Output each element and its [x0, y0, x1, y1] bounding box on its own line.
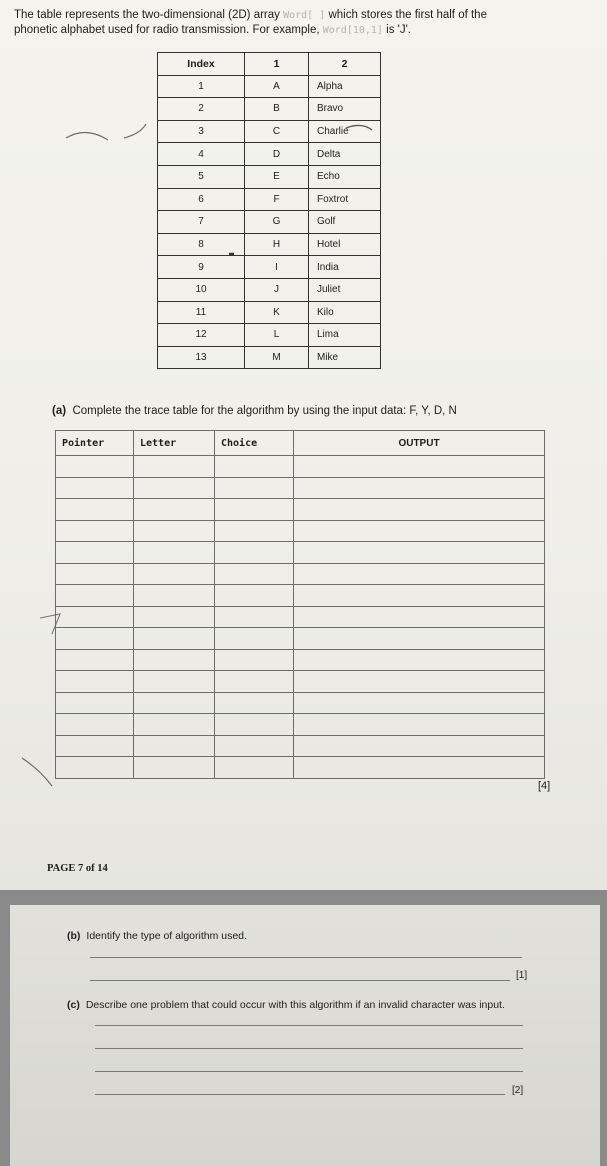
trace-row	[56, 671, 545, 693]
part-c-label: (c)	[67, 999, 80, 1011]
trace-cell-choice[interactable]	[215, 606, 294, 628]
trace-cell-output[interactable]	[294, 606, 545, 628]
trace-row	[56, 606, 545, 628]
index-cell: 5	[158, 165, 245, 188]
intro-text: which stores the first half of the	[325, 9, 487, 21]
trace-cell-output[interactable]	[294, 520, 545, 542]
trace-cell-letter[interactable]	[134, 563, 215, 585]
trace-cell-choice[interactable]	[215, 757, 294, 779]
letter-cell: A	[245, 75, 309, 98]
index-cell: 13	[158, 346, 245, 369]
codeword-cell: Kilo	[309, 301, 381, 324]
trace-cell-letter[interactable]	[134, 585, 215, 607]
trace-cell-choice[interactable]	[215, 499, 294, 521]
exam-page-8	[10, 905, 600, 1166]
header-col-2: 2	[309, 53, 381, 76]
trace-cell-letter[interactable]	[134, 649, 215, 671]
trace-cell-letter[interactable]	[134, 692, 215, 714]
word-table-row	[158, 324, 381, 347]
trace-cell-output[interactable]	[294, 563, 545, 585]
letter-cell: F	[245, 188, 309, 211]
trace-header-choice: Choice	[215, 431, 294, 456]
trace-cell-letter[interactable]	[134, 757, 215, 779]
codeword-cell: Lima	[309, 324, 381, 347]
trace-cell-pointer[interactable]	[56, 585, 134, 607]
trace-cell-choice[interactable]	[215, 542, 294, 564]
trace-cell-pointer[interactable]	[56, 520, 134, 542]
letter-cell: D	[245, 143, 309, 166]
answer-line[interactable]	[90, 980, 510, 981]
trace-cell-letter[interactable]	[134, 628, 215, 650]
trace-cell-pointer[interactable]	[56, 628, 134, 650]
trace-cell-choice[interactable]	[215, 735, 294, 757]
word-table-row	[158, 98, 381, 121]
answer-line[interactable]	[95, 1025, 523, 1026]
part-b-label: (b)	[67, 930, 81, 942]
word-array-table	[157, 52, 381, 369]
trace-row	[56, 757, 545, 779]
trace-row	[56, 520, 545, 542]
array-name: Word[ ]	[283, 10, 326, 21]
trace-header-letter: Letter	[134, 431, 215, 456]
trace-row	[56, 542, 545, 564]
codeword-cell: Alpha	[309, 75, 381, 98]
intro-text: phonetic alphabet used for radio transmission. For example,	[14, 24, 323, 36]
codeword-cell: Bravo	[309, 98, 381, 121]
trace-cell-output[interactable]	[294, 671, 545, 693]
index-cell: 3	[158, 120, 245, 143]
part-c-marks: [2]	[512, 1085, 524, 1096]
letter-cell: E	[245, 165, 309, 188]
trace-cell-output[interactable]	[294, 499, 545, 521]
trace-cell-choice[interactable]	[215, 477, 294, 499]
letter-cell: B	[245, 98, 309, 121]
part-a-question	[52, 405, 457, 417]
codeword-cell: Delta	[309, 143, 381, 166]
trace-row	[56, 649, 545, 671]
trace-row	[56, 585, 545, 607]
codeword-cell: Foxtrot	[309, 188, 381, 211]
index-cell: 1	[158, 75, 245, 98]
trace-cell-letter[interactable]	[134, 735, 215, 757]
trace-cell-output[interactable]	[294, 542, 545, 564]
header-index: Index	[158, 53, 245, 76]
trace-cell-pointer[interactable]	[56, 735, 134, 757]
trace-row	[56, 714, 545, 736]
word-table-row	[158, 188, 381, 211]
trace-cell-letter[interactable]	[134, 456, 215, 478]
trace-cell-choice[interactable]	[215, 649, 294, 671]
intro-text: is 'J'.	[382, 24, 411, 36]
trace-cell-choice[interactable]	[215, 585, 294, 607]
trace-header-output: OUTPUT	[294, 431, 545, 456]
letter-cell: L	[245, 324, 309, 347]
trace-row	[56, 477, 545, 499]
trace-cell-output[interactable]	[294, 735, 545, 757]
answer-line[interactable]	[95, 1048, 523, 1049]
trace-row	[56, 499, 545, 521]
part-a-text: Complete the trace table for the algorithm by using the input data: F, Y, D, N	[72, 405, 457, 417]
word-table-row	[158, 165, 381, 188]
intro-text: The table represents the two-dimensional (2D) array	[14, 9, 284, 21]
codeword-cell: Golf	[309, 211, 381, 234]
word-table-row	[158, 346, 381, 369]
letter-cell: G	[245, 211, 309, 234]
trace-cell-output[interactable]	[294, 757, 545, 779]
trace-cell-output[interactable]	[294, 477, 545, 499]
trace-cell-letter[interactable]	[134, 520, 215, 542]
codeword-cell: Echo	[309, 165, 381, 188]
array-example-ref: Word[10,1]	[322, 25, 383, 36]
index-cell: 9	[158, 256, 245, 279]
trace-row	[56, 735, 545, 757]
trace-cell-output[interactable]	[294, 649, 545, 671]
trace-cell-choice[interactable]	[215, 692, 294, 714]
trace-cell-choice[interactable]	[215, 520, 294, 542]
trace-cell-output[interactable]	[294, 585, 545, 607]
codeword-cell: Charlie	[309, 120, 381, 143]
trace-row	[56, 563, 545, 585]
trace-cell-output[interactable]	[294, 692, 545, 714]
trace-cell-letter[interactable]	[134, 606, 215, 628]
trace-cell-letter[interactable]	[134, 714, 215, 736]
trace-cell-pointer[interactable]	[56, 649, 134, 671]
word-table-row	[158, 211, 381, 234]
index-cell: 7	[158, 211, 245, 234]
trace-cell-output[interactable]	[294, 456, 545, 478]
part-c-question	[67, 999, 505, 1011]
answer-line[interactable]	[95, 1094, 505, 1095]
trace-cell-output[interactable]	[294, 714, 545, 736]
trace-cell-pointer[interactable]	[56, 757, 134, 779]
index-cell: 8	[158, 233, 245, 256]
letter-cell: K	[245, 301, 309, 324]
trace-table	[55, 430, 545, 779]
index-cell: 6	[158, 188, 245, 211]
index-cell: 2	[158, 98, 245, 121]
letter-cell: H	[245, 233, 309, 256]
codeword-cell: Hotel	[309, 233, 381, 256]
trace-cell-output[interactable]	[294, 628, 545, 650]
part-c-text: Describe one problem that could occur with this algorithm if an invalid character was input.	[85, 999, 505, 1011]
answer-line[interactable]	[95, 1071, 523, 1072]
letter-cell: C	[245, 120, 309, 143]
trace-cell-choice[interactable]	[215, 628, 294, 650]
trace-cell-choice[interactable]	[215, 671, 294, 693]
index-cell: 10	[158, 278, 245, 301]
trace-cell-choice[interactable]	[215, 456, 294, 478]
index-cell: 12	[158, 324, 245, 347]
page-footer: PAGE 7 of 14	[47, 863, 108, 874]
part-b-text: Identify the type of algorithm used.	[86, 930, 247, 942]
trace-cell-letter[interactable]	[134, 477, 215, 499]
index-cell: 4	[158, 143, 245, 166]
trace-cell-pointer[interactable]	[56, 499, 134, 521]
trace-cell-letter[interactable]	[134, 671, 215, 693]
trace-cell-pointer[interactable]	[56, 671, 134, 693]
word-table-row	[158, 120, 381, 143]
trace-cell-choice[interactable]	[215, 563, 294, 585]
index-cell: 11	[158, 301, 245, 324]
letter-cell: M	[245, 346, 309, 369]
part-b-marks: [1]	[516, 970, 528, 981]
word-table-row	[158, 256, 381, 279]
trace-cell-letter[interactable]	[134, 542, 215, 564]
trace-cell-pointer[interactable]	[56, 456, 134, 478]
part-b-question	[67, 930, 247, 942]
trace-row	[56, 456, 545, 478]
word-table-row	[158, 233, 381, 256]
word-table-row	[158, 75, 381, 98]
answer-line[interactable]	[90, 957, 522, 958]
codeword-cell: Juliet	[309, 278, 381, 301]
trace-header-pointer: Pointer	[56, 431, 134, 456]
codeword-cell: India	[309, 256, 381, 279]
trace-cell-choice[interactable]	[215, 714, 294, 736]
trace-cell-pointer[interactable]	[56, 692, 134, 714]
part-a-label: (a)	[52, 405, 67, 417]
trace-row	[56, 628, 545, 650]
codeword-cell: Mike	[309, 346, 381, 369]
trace-cell-pointer[interactable]	[56, 563, 134, 585]
trace-cell-pointer[interactable]	[56, 606, 134, 628]
letter-cell: I	[245, 256, 309, 279]
word-table-row	[158, 301, 381, 324]
part-a-marks: [4]	[538, 780, 551, 792]
trace-cell-pointer[interactable]	[56, 477, 134, 499]
trace-row	[56, 692, 545, 714]
trace-cell-pointer[interactable]	[56, 714, 134, 736]
word-table-row	[158, 143, 381, 166]
trace-cell-pointer[interactable]	[56, 542, 134, 564]
header-col-1: 1	[245, 53, 309, 76]
word-table-row	[158, 278, 381, 301]
letter-cell: J	[245, 278, 309, 301]
trace-cell-letter[interactable]	[134, 499, 215, 521]
